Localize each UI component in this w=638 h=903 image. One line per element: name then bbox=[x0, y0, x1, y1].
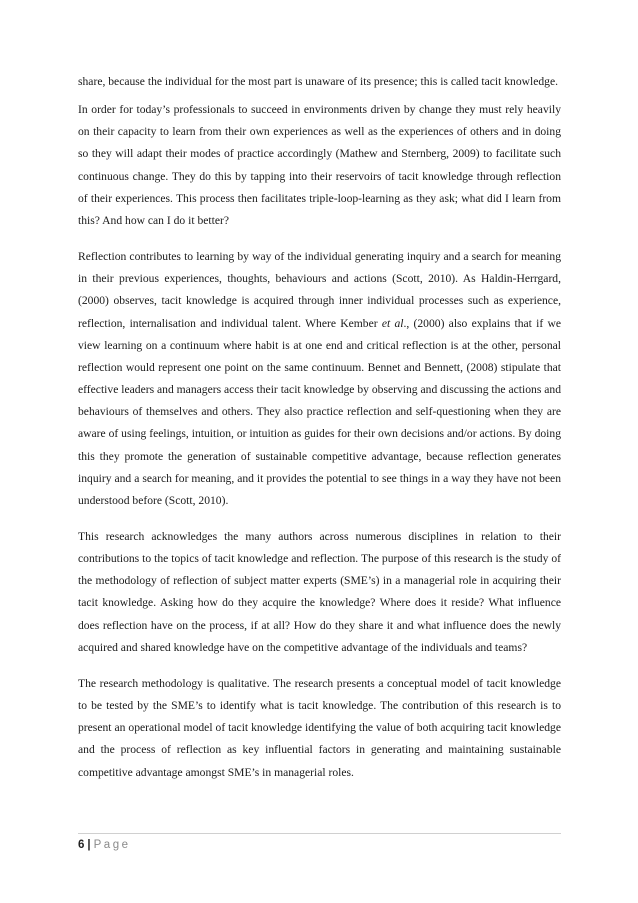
paragraph-3-text-a: Reflection contributes to learning by way of the individual generating inquiry and a search for meaning in their previous experiences, thoughts, behaviours and actions (Scott, 2010). As Haldin-Herrgard, (2000) observes, tacit knowledge is acquired through inner individual processes such as experience, reflection, internalisation and individual talent. Where Kember bbox=[78, 250, 561, 330]
page-footer bbox=[78, 839, 130, 851]
paragraph-3 bbox=[78, 246, 561, 512]
paragraph-3-text-b: ., (2000) also explains that if we view learning on a continuum where habit is at one end and critical reflection is at the other, personal reflection would represent one point on the same continuum. Bennet and Bennett, (2008) stipulate that effective leaders and managers access their tacit knowledge by observing and discussing the actions and behaviours of themselves and others. They also practice reflection and self-questioning when they are aware of using feelings, intuition, or intuition as guides for their own decisions and/or actions. By doing this they promote the generation of sustainable competitive advantage, because reflection generates inquiry and a search for meaning, and it provides the potential to see things in a way they have not been understood before (Scott, 2010). bbox=[78, 316, 561, 507]
paragraph-4: This research acknowledges the many authors across numerous disciplines in relation to their contributions to the topics of tacit knowledge and reflection. The purpose of this research is the study of the methodology of reflection of subject matter experts (SME’s) in a managerial role in acquiring their tacit knowledge. Asking how do they acquire the knowledge? Where does it reside? What influence does reflection have on the process, if at all? How do they share it and what influence does the newly acquired and shared knowledge have on the competitive advantage of the individuals and teams? bbox=[78, 529, 561, 654]
footer-divider bbox=[78, 833, 561, 834]
body-text bbox=[78, 71, 561, 784]
paragraph-3-italic: et al bbox=[381, 316, 404, 330]
page-label: Page bbox=[93, 839, 131, 851]
paragraph-1: share, because the individual for the most part is unaware of its presence; this is called tacit knowledge. bbox=[78, 75, 559, 88]
footer-separator: | bbox=[87, 839, 91, 851]
page-number: 6 bbox=[78, 839, 85, 851]
paragraph-2: In order for today’s professionals to succeed in environments driven by change they must rely heavily on their capacity to learn from their own experiences as well as the experiences of others and in doing so they will adapt their modes of practice accordingly (Mathew and Sternberg, 2009) to facilitate such continuous change. They do this by tapping into their reservoirs of tacit knowledge through reflection of their experiences. This process then facilitates triple-loop-learning as they ask; what did I learn from this? And how can I do it better? bbox=[78, 103, 561, 227]
paragraph-5: The research methodology is qualitative. The research presents a conceptual model of tacit knowledge to be tested by the SME’s to identify what is tacit knowledge. The contribution of this research is to present an operational model of tacit knowledge identifying the value of both acquiring tacit knowledge and the process of reflection as key influential factors in generating and maintaining sustainable competitive advantage amongst SME’s in managerial roles. bbox=[78, 676, 561, 779]
